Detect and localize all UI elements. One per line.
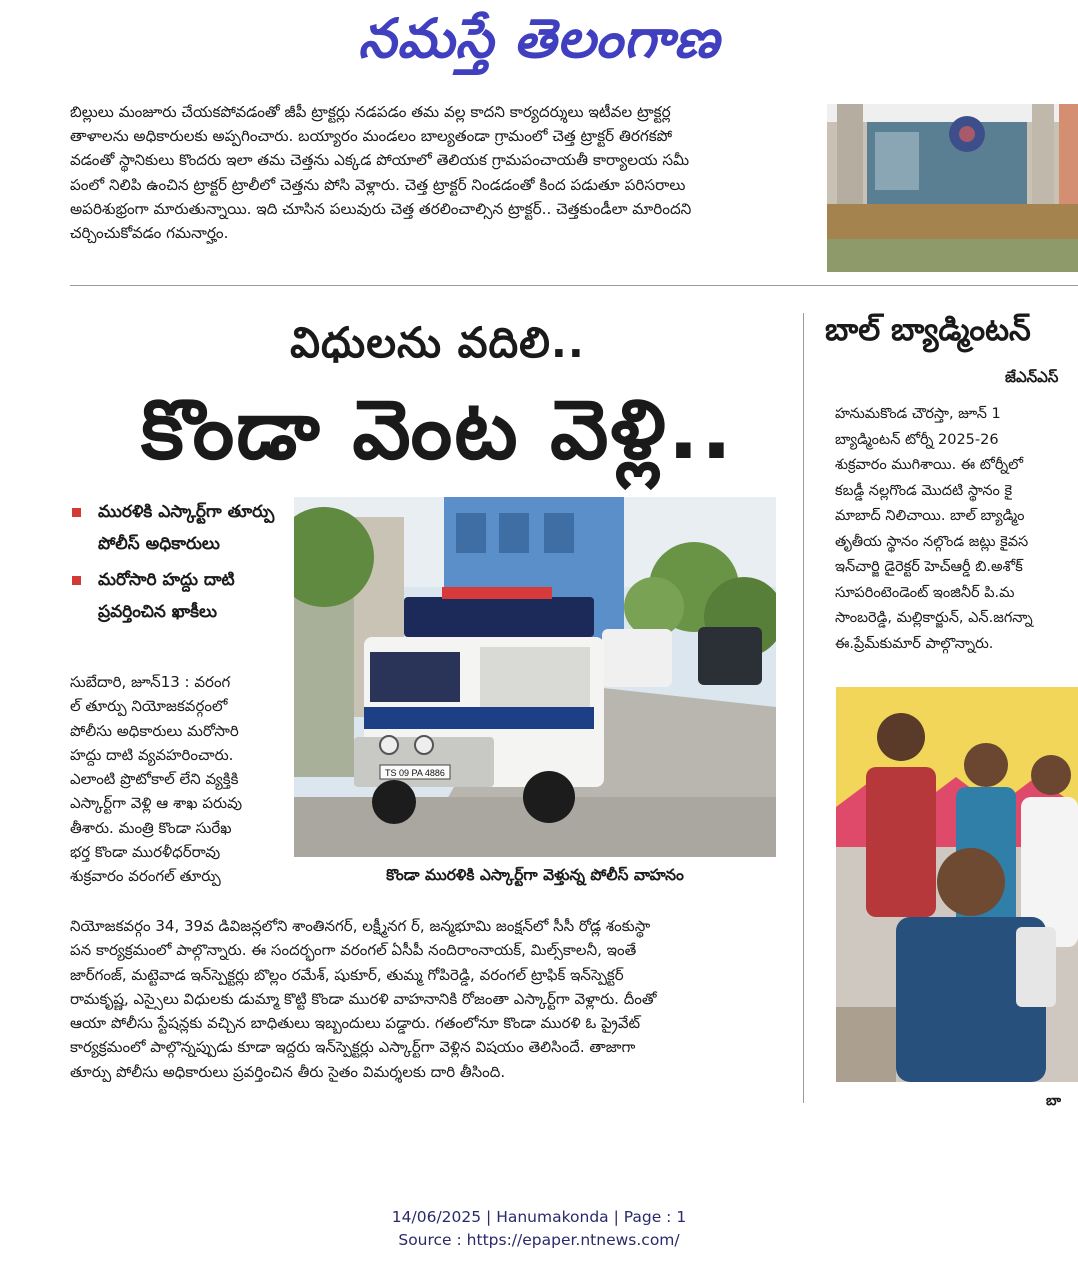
side-photo-caption: బా bbox=[1046, 1093, 1062, 1109]
top-story-text bbox=[70, 100, 805, 245]
masthead-title: నమస్తే తెలంగాణ bbox=[358, 6, 720, 70]
side-body-line: ఇన్‌చార్జి డైరెక్టర్ హెచ్ఆర్డీ బి.అశోక్ bbox=[835, 559, 1023, 575]
top-story-line: బిల్లులు మంజూరు చేయకపోవడంతో జీపీ ట్రాక్టర్లు నడపడం తమ వల్ల కాదని కార్యదర్శులు ఇటీవల ట్రాక్టర్ల bbox=[70, 103, 671, 121]
body-line: ఎస్కార్ట్‌గా వెళ్లి ఆ శాఖ పరువు bbox=[70, 794, 243, 813]
side-body-line: ఈ.ప్రేమ్‌కుమార్ పాల్గొన్నారు. bbox=[835, 635, 994, 652]
footer-edition-info: 14/06/2025 | Hanumakonda | Page : 1 bbox=[391, 1208, 687, 1226]
bullet-square-icon bbox=[72, 508, 81, 517]
top-story-line: తాళాలను అధికారులకు అప్పగించారు. బయ్యారం మండలం బాల్యతండా గ్రామంలో చెత్త ట్రాక్టర్ తిరగకపో bbox=[70, 127, 673, 146]
body-line: శుక్రవారం వరంగల్ తూర్పు bbox=[70, 867, 221, 886]
body-line: నియోజకవర్గం 34, 39వ డివిజన్లలోని శాంతినగర్, లక్ష్మీనగ ర్, జన్మభూమి జంక్షన్‌లో సీసీ రోడ్ల శంకుస్థా bbox=[70, 917, 651, 935]
side-body-line: తృతీయ స్థానం నల్గొండ జట్లు కైవస bbox=[835, 533, 1029, 550]
top-story-line: వడంతో స్థానికులు కొందరు ఇలా తమ చెత్తను ఎక్కడ పోయాలో తెలియక గ్రామపంచాయతీ కార్యాలయ సమీ bbox=[70, 151, 690, 170]
body-line: కార్యక్రమంలో పాల్గొన్నప్పుడు కూడా ఇద్దరు ఇన్‌స్పెక్టర్లు ఎస్కార్ట్‌గా వెళ్లిన విషయం తెలిసిందే. తాజాగా bbox=[70, 1038, 636, 1057]
page-footer bbox=[0, 1206, 1078, 1252]
body-line: హద్దు దాటి వ్యవహరించారు. bbox=[70, 745, 234, 764]
photo-caption: కొండా మురళికి ఎస్కార్ట్‌గా వెళ్తున్న పోలీస్ వాహనం bbox=[386, 866, 684, 884]
side-body-line: కబడ్డీ నల్లగొండ మొదటి స్థానం కై bbox=[835, 482, 1013, 499]
top-story-photo bbox=[827, 104, 1078, 272]
side-story-body bbox=[835, 402, 1078, 657]
top-story-line: అపరిశుభ్రంగా మారుతున్నాయి. ఇది చూసిన పలువురు చెత్త తరలించాల్సిన ట్రాక్టర్.. చెత్తకుండీలా మారిందని bbox=[70, 199, 692, 218]
story-highlights bbox=[70, 496, 285, 632]
story-headline: కొండా వెంట వెళ్లి.. bbox=[140, 383, 735, 478]
highlight-item bbox=[70, 496, 285, 560]
section-divider bbox=[70, 285, 1078, 286]
vehicle-plate: TS 09 PA 4886 bbox=[385, 768, 445, 778]
side-body-line: బ్యాడ్మింటన్ టోర్నీ 2025-26 bbox=[835, 431, 999, 448]
top-story-line: పంలో నిలిపి ఉంచిన ట్రాక్టర్ ట్రాలీలో చెత్తను పోసి వెళ్లారు. చెత్త ట్రాక్టర్ నిండడంతో కింద పడుతూ పరిసరాలు bbox=[70, 175, 686, 194]
story-kicker: విధులను వదిలి.. bbox=[290, 318, 585, 367]
side-body-line: సూపరింటెండెంట్ ఇంజినీర్ పి.మ bbox=[835, 584, 1015, 601]
side-body-line: సాంబరెడ్డి, మల్లికార్జున్, ఎన్.జగన్నా bbox=[835, 610, 1033, 626]
highlight-text: మరోసారి హద్దు దాటి ప్రవర్తించిన ఖాకీలు bbox=[98, 570, 235, 622]
body-line: రామకృష్ణ, ఎస్సైలు విధులకు డుమ్మా కొట్టి కొండా మురళి వాహనానికి రోజంతా ఎస్కార్ట్‌గా వెళ్లారు. దీంతో bbox=[70, 989, 657, 1008]
body-line: ల్ తూర్పు నియోజకవర్గంలో bbox=[70, 697, 228, 716]
story-photo bbox=[294, 497, 776, 857]
highlight-item bbox=[70, 564, 285, 628]
side-story-photo bbox=[836, 687, 1078, 1082]
body-line: జార్‌గంజ్, మట్టెవాడ ఇన్‌స్పెక్టర్లు బొల్లం రమేశ్, షుకూర్, తుమ్మ గోపిరెడ్డి, వరంగల్ ట్రాఫిక్ ఇన్‌స్పెక్టర్ bbox=[70, 965, 624, 984]
body-line: పోలీసు అధికారులు మరోసారి bbox=[70, 721, 239, 740]
body-line: ఆయా పోలీసు స్టేషన్లకు వచ్చిన బాధితులు ఇబ్బందులు పడ్డారు. గతంలోనూ కొండా మురళి ఓ ప్రైవేట్ bbox=[70, 1014, 641, 1033]
side-story-headline: బాల్ బ్యాడ్మింటన్ bbox=[825, 312, 1031, 348]
side-body-line: శుక్రవారం ముగిశాయి. ఈ టోర్నీలో bbox=[835, 457, 1024, 473]
story-body-wide bbox=[70, 914, 776, 1084]
body-line: సుబేదారి, జూన్13 : వరంగ bbox=[70, 673, 231, 691]
story-body-narrow bbox=[70, 670, 288, 889]
footer-source-link[interactable]: Source : https://epaper.ntnews.com/ bbox=[398, 1231, 680, 1249]
top-story-line: చర్చించుకోవడం గమనార్హం. bbox=[70, 224, 229, 243]
side-story-byline: జేఎన్ఎస్ bbox=[1005, 368, 1059, 386]
bullet-square-icon bbox=[72, 576, 81, 585]
body-line: ఎలాంటి ప్రొటోకాల్ లేని వ్యక్తికి bbox=[70, 770, 239, 789]
body-line: తీశారు. మంత్రి కొండా సురేఖ bbox=[70, 818, 232, 837]
body-line: భర్త కొండా మురళీధర్‌రావు bbox=[70, 843, 221, 862]
body-line: పన కార్యక్రమంలో పాల్గొన్నారు. ఈ సందర్భంగా వరంగల్ ఏసీపీ నందిరాంనాయక్, మిల్స్‌కాలనీ, ఇంతే bbox=[70, 941, 637, 960]
side-body-line: మాబాద్ నిలిచాయి. బాల్ బ్యాడ్మిం bbox=[835, 508, 1025, 524]
body-line: తూర్పు పోలీసు అధికారులు ప్రవర్తించిన తీరు సైతం విమర్శలకు దారి తీసింది. bbox=[70, 1062, 506, 1081]
highlight-text: మురళికి ఎస్కార్ట్‌గా తూర్పు పోలీస్ అధికారులు bbox=[98, 502, 275, 554]
side-body-line: హనుమకొండ చౌరస్తా, జూన్ 1 bbox=[835, 406, 1001, 422]
